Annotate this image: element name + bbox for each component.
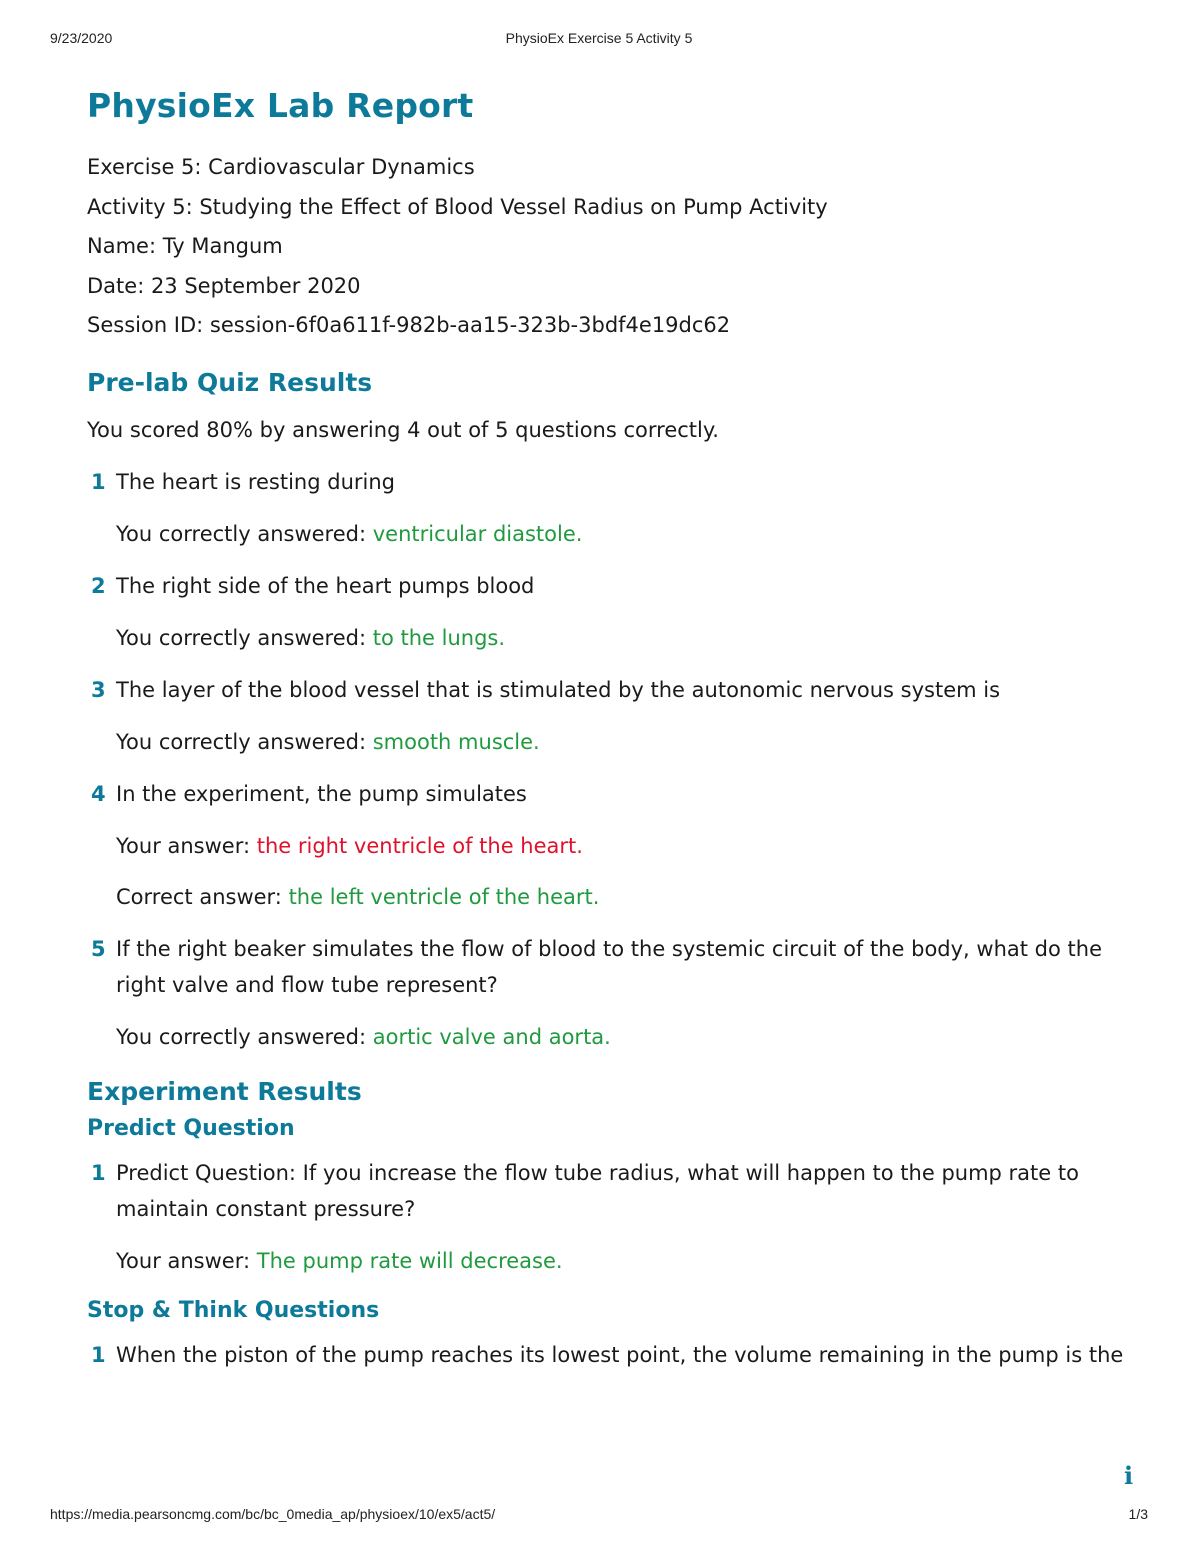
- correct-answer: to the lungs.: [372, 625, 506, 650]
- info-icon[interactable]: i: [1124, 1461, 1134, 1490]
- answer-line: [116, 620, 1137, 656]
- answer-label: You correctly answered:: [116, 625, 373, 650]
- activity-line: Activity 5: Studying the Effect of Blood Vessel Radius on Pump Activity: [87, 194, 828, 219]
- incorrect-answer: the right ventricle of the heart.: [256, 833, 583, 858]
- question-text: If the right beaker simulates the flow of blood to the systemic circuit of the body, what do the right valve and flow tube represent?: [116, 936, 1102, 997]
- question-number: 1: [91, 1160, 106, 1185]
- quiz-question-1: [87, 464, 1137, 552]
- predict-question-1: [87, 1155, 1137, 1279]
- student-name: Name: Ty Mangum: [87, 234, 283, 259]
- stop-think-question-1: [87, 1337, 1137, 1373]
- correct-answer: The pump rate will decrease.: [256, 1248, 563, 1273]
- answer-line: [116, 1243, 1137, 1279]
- question-number: 5: [91, 936, 106, 961]
- print-footer: [50, 1506, 1148, 1526]
- correct-answer-line: [116, 879, 1137, 915]
- print-title: PhysioEx Exercise 5 Activity 5: [505, 30, 693, 46]
- answer-label: You correctly answered:: [116, 521, 373, 546]
- session-id: Session ID: session-6f0a611f-982b-aa15-323b-3bdf4e19dc62: [87, 313, 731, 338]
- question-number: 1: [91, 1342, 106, 1367]
- answer-label: Correct answer:: [116, 884, 289, 909]
- experiment-heading: Experiment Results: [87, 1076, 362, 1106]
- question-text: The right side of the heart pumps blood: [116, 573, 535, 598]
- answer-line: [116, 1019, 1137, 1055]
- answer-label: Your answer:: [116, 1248, 257, 1273]
- question-number: 4: [91, 781, 106, 806]
- correct-answer: aortic valve and aorta.: [372, 1024, 611, 1049]
- answer-label: You correctly answered:: [116, 1024, 373, 1049]
- prelab-heading: Pre-lab Quiz Results: [87, 367, 373, 397]
- quiz-score-summary: You scored 80% by answering 4 out of 5 questions correctly.: [87, 417, 719, 442]
- report-date: Date: 23 September 2020: [87, 273, 361, 298]
- page-url: https://media.pearsoncmg.com/bc/bc_0media_ap/physioex/10/ex5/act5/: [50, 1506, 496, 1522]
- page-title: PhysioEx Lab Report: [87, 86, 474, 125]
- question-number: 2: [91, 573, 106, 598]
- quiz-question-3: [87, 672, 1137, 760]
- stop-think-heading: Stop & Think Questions: [87, 1297, 380, 1323]
- correct-answer: smooth muscle.: [372, 729, 540, 754]
- quiz-question-4: [87, 776, 1137, 915]
- question-text: When the piston of the pump reaches its lowest point, the volume remaining in the pump is the: [116, 1342, 1124, 1367]
- question-text: In the experiment, the pump simulates: [116, 781, 527, 806]
- answer-label: Your answer:: [116, 833, 257, 858]
- exercise-line: Exercise 5: Cardiovascular Dynamics: [87, 155, 475, 179]
- print-date: 9/23/2020: [50, 30, 113, 46]
- your-answer-line: [116, 828, 1137, 864]
- question-number: 3: [91, 677, 106, 702]
- answer-line: [116, 724, 1137, 760]
- predict-heading: Predict Question: [87, 1115, 295, 1141]
- report-content: [87, 84, 1137, 1373]
- print-header: [50, 30, 1148, 50]
- page-number: 1/3: [1128, 1506, 1148, 1522]
- correct-answer: the left ventricle of the heart.: [288, 884, 600, 909]
- quiz-question-5: [87, 931, 1137, 1055]
- question-number: 1: [91, 469, 106, 494]
- question-text: Predict Question: If you increase the flow tube radius, what will happen to the pump rate to maintain constant pressure?: [116, 1160, 1079, 1221]
- answer-line: [116, 516, 1137, 552]
- question-text: The heart is resting during: [116, 469, 395, 494]
- quiz-question-2: [87, 568, 1137, 656]
- correct-answer: ventricular diastole.: [372, 521, 583, 546]
- question-text: The layer of the blood vessel that is stimulated by the autonomic nervous system is: [116, 677, 1001, 702]
- answer-label: You correctly answered:: [116, 729, 373, 754]
